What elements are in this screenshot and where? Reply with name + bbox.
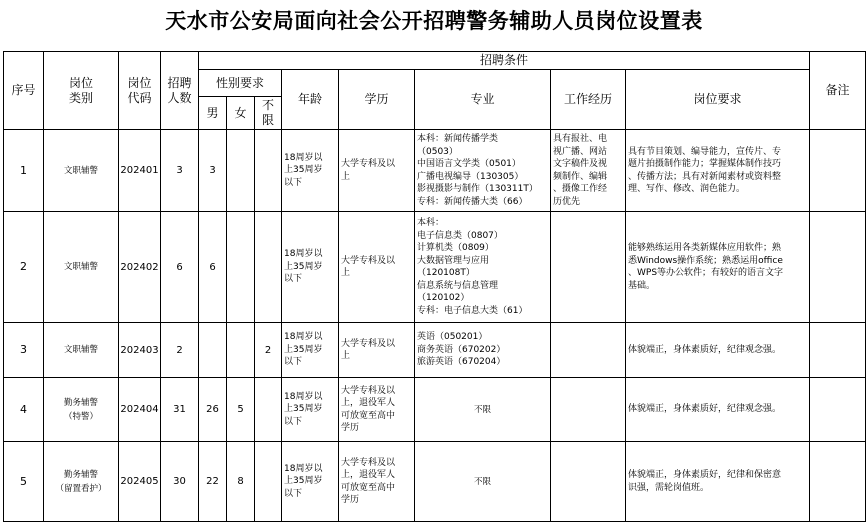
cell-type: 勤务辅警 （留置看护） [44,442,119,522]
table-row [4,378,866,442]
cell-experience: 具有报社、电 视广播、网站 文字稿件及视 频制作、编辑 、摄像工作经 历优先 [551,130,626,212]
header-remarks: 备注 [810,52,866,130]
cell-unlimited [255,212,282,323]
cell-major: 不限 [415,378,551,442]
cell-requirements: 能够熟练运用各类新媒体应用软件；熟 悉Windows操作系统；熟悉运用office 、WPS等办公软件；有较好的语言文字 基础。 [626,212,810,323]
cell-education: 大学专科及以 上 [339,212,415,323]
cell-age: 18周岁以 上35周岁 以下 [282,323,339,378]
cell-education: 大学专科及以 上 [339,130,415,212]
cell-type: 文职辅警 [44,323,119,378]
cell-code: 202404 [119,378,161,442]
cell-requirements: 具有节目策划、编导能力，宣传片、专 题片拍摄制作能力；掌握媒体制作技巧 、传播方法；具有对新闻素材或资料整 理、写作、修改、润色能力。 [626,130,810,212]
cell-unlimited [255,442,282,522]
cell-type: 文职辅警 [44,212,119,323]
cell-type: 文职辅警 [44,130,119,212]
cell-remarks [810,130,866,212]
cell-seq: 3 [4,323,44,378]
cell-male: 6 [199,212,227,323]
cell-unlimited: 2 [255,323,282,378]
header-conditions: 招聘条件 [199,52,810,70]
header-major: 专业 [415,70,551,130]
cell-male: 22 [199,442,227,522]
cell-remarks [810,442,866,522]
cell-male: 26 [199,378,227,442]
cell-age: 18周岁以 上35周岁 以下 [282,212,339,323]
header-code: 岗位 代码 [119,52,161,130]
cell-unlimited [255,378,282,442]
cell-seq: 2 [4,212,44,323]
header-seq: 序号 [4,52,44,130]
cell-code: 202403 [119,323,161,378]
header-education: 学历 [339,70,415,130]
cell-requirements: 体貌端正，身体素质好，纪律观念强。 [626,378,810,442]
cell-seq: 4 [4,378,44,442]
cell-remarks [810,323,866,378]
cell-count: 31 [161,378,199,442]
cell-age: 18周岁以 上35周岁 以下 [282,378,339,442]
header-female: 女 [227,97,255,130]
cell-count: 6 [161,212,199,323]
cell-remarks [810,378,866,442]
header-requirements: 岗位要求 [626,70,810,130]
cell-experience [551,212,626,323]
table-row [4,442,866,522]
cell-experience [551,442,626,522]
cell-count: 3 [161,130,199,212]
cell-count: 2 [161,323,199,378]
position-table [3,51,866,522]
cell-experience [551,323,626,378]
table-row [4,323,866,378]
cell-seq: 1 [4,130,44,212]
cell-male: 3 [199,130,227,212]
cell-requirements: 体貌端正，身体素质好，纪律观念强。 [626,323,810,378]
header-unlimited: 不 限 [255,97,282,130]
table-row [4,212,866,323]
cell-age: 18周岁以 上35周岁 以下 [282,130,339,212]
cell-age: 18周岁以 上35周岁 以下 [282,442,339,522]
cell-major: 本科： 电子信息类（0807） 计算机类（0809） 大数据管理与应用 （120108T） 信息系统与信息管理 （120102） 专科：电子信息大类（61） [415,212,551,323]
cell-education: 大学专科及以 上，退役军人 可放宽至高中 学历 [339,378,415,442]
cell-female: 8 [227,442,255,522]
cell-female: 5 [227,378,255,442]
header-count: 招聘 人数 [161,52,199,130]
cell-major: 本科：新闻传播学类 （0503） 中国语言文学类（0501） 广播电视编导（130305） 影视摄影与制作（130311T） 专科：新闻传播大类（66） [415,130,551,212]
table-row [4,130,866,212]
cell-remarks [810,212,866,323]
cell-code: 202405 [119,442,161,522]
cell-education: 大学专科及以 上，退役军人 可放宽至高中 学历 [339,442,415,522]
header-experience: 工作经历 [551,70,626,130]
header-gender: 性别要求 [199,70,282,97]
cell-code: 202402 [119,212,161,323]
cell-type: 勤务辅警 （特警） [44,378,119,442]
header-age: 年龄 [282,70,339,130]
document-title: 天水市公安局面向社会公开招聘警务辅助人员岗位设置表 [165,8,703,33]
header-male: 男 [199,97,227,130]
cell-major: 英语（050201） 商务英语（670202） 旅游英语（670204） [415,323,551,378]
cell-female [227,130,255,212]
cell-code: 202401 [119,130,161,212]
cell-seq: 5 [4,442,44,522]
cell-requirements: 体貌端正，身体素质好，纪律和保密意 识强，需轮岗值班。 [626,442,810,522]
cell-count: 30 [161,442,199,522]
cell-male [199,323,227,378]
cell-major: 不限 [415,442,551,522]
cell-education: 大学专科及以 上 [339,323,415,378]
cell-female [227,212,255,323]
cell-experience [551,378,626,442]
header-type: 岗位 类别 [44,52,119,130]
cell-unlimited [255,130,282,212]
cell-female [227,323,255,378]
